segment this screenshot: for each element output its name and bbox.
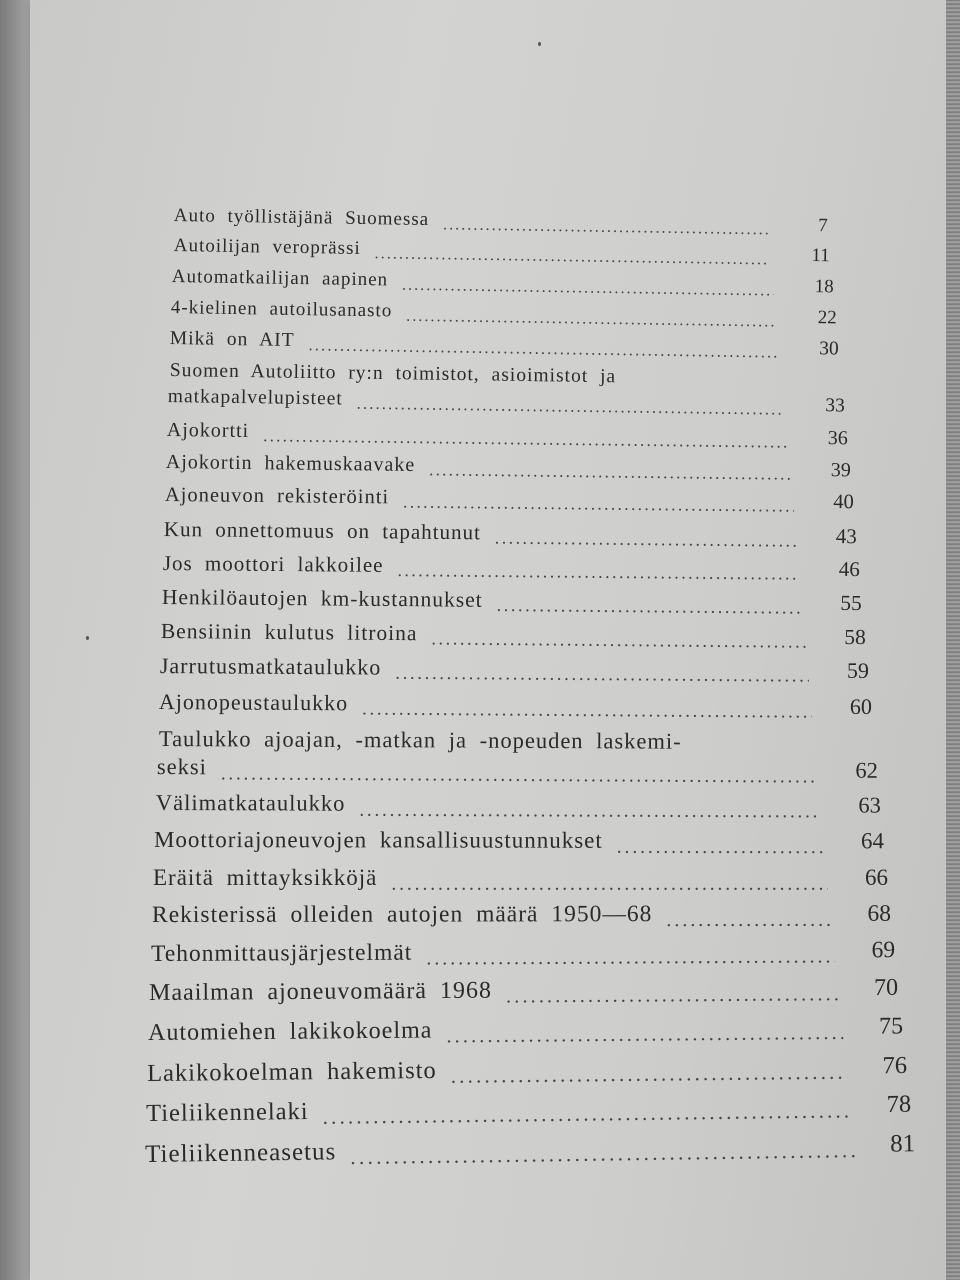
toc-entry-first-line xyxy=(170,360,617,388)
toc-entry xyxy=(153,865,888,891)
toc-entry xyxy=(159,689,872,720)
toc-entry-page-number: 39 xyxy=(830,459,851,482)
toc-entry-title: Bensiinin kulutus litroina xyxy=(160,619,418,646)
dot-leader xyxy=(359,795,821,819)
toc-entry xyxy=(172,266,834,298)
toc-entry xyxy=(146,1091,911,1128)
toc-entry xyxy=(156,790,881,819)
dot-leader xyxy=(495,525,797,549)
toc-entry-page-number: 66 xyxy=(865,865,888,890)
toc-entry-title: Auto työllistäjänä Suomessa xyxy=(173,205,430,231)
toc-entry xyxy=(148,1013,903,1047)
toc-entry-page-number: 18 xyxy=(814,276,834,298)
toc-entry xyxy=(170,328,839,361)
toc-entry-title: Lakikokoelman hakemisto xyxy=(147,1056,437,1087)
toc-entry-page-number: 43 xyxy=(835,524,857,549)
dot-leader xyxy=(666,906,831,930)
toc-entry-page-number: 68 xyxy=(867,900,892,927)
toc-entry xyxy=(164,517,857,549)
toc-entry-page-number: 70 xyxy=(873,974,899,1001)
toc-entry-first-line xyxy=(159,726,682,755)
toc-entry xyxy=(163,551,860,582)
toc-entry-page-number: 75 xyxy=(878,1013,904,1040)
toc-entry-title-line1: Suomen Autoliitto ry:n toimistot, asioimistot ja xyxy=(169,360,617,388)
toc-entry xyxy=(152,901,891,929)
dot-leader xyxy=(263,424,788,450)
toc-entry-page-number: 62 xyxy=(855,757,878,783)
dot-leader xyxy=(322,1096,851,1127)
toc-entry-page-number: 36 xyxy=(827,427,848,450)
dot-leader xyxy=(429,458,791,482)
dot-leader xyxy=(443,213,768,237)
toc-entry xyxy=(174,205,828,237)
toc-entry-page-number: 59 xyxy=(846,657,869,683)
toc-entry-title: Automatkailijan aapinen xyxy=(171,266,389,291)
dot-leader xyxy=(617,832,824,855)
dot-leader xyxy=(375,242,770,267)
dot-leader xyxy=(497,592,802,616)
toc-entry-title: Ajoneuvon rekisteröinti xyxy=(164,484,390,509)
dot-leader xyxy=(397,557,800,582)
toc-entry xyxy=(149,975,898,1007)
toc-entry-page-number: 69 xyxy=(871,937,896,964)
dot-leader xyxy=(308,334,778,361)
toc-entry xyxy=(147,1052,907,1088)
toc-entry xyxy=(160,653,869,684)
toc-entry-page-number: 63 xyxy=(858,792,881,818)
dot-leader xyxy=(431,626,806,651)
toc-entry xyxy=(161,619,866,650)
toc-entry-title: Ajokortti xyxy=(166,419,250,443)
toc-entry xyxy=(151,937,895,968)
toc-entry-title-line1: Taulukko ajoajan, -matkan ja -nopeuden laskemi- xyxy=(158,726,682,754)
toc-entry-title: Ajonopeustaulukko xyxy=(158,689,349,716)
toc-entry-title: matkapalvelupisteet xyxy=(167,386,343,410)
dot-leader xyxy=(221,759,818,785)
toc-entry-page-number: 40 xyxy=(833,491,854,514)
dot-leader xyxy=(451,1058,848,1087)
toc-entry-title: Rekisterissä olleiden autojen määrä 1950—68 xyxy=(152,901,653,928)
toc-entry-page-number: 64 xyxy=(860,828,884,854)
toc-entry xyxy=(165,484,854,514)
dot-leader xyxy=(403,491,794,516)
toc-entry-title: Ajokortin hakemuskaavake xyxy=(165,451,416,477)
dot-leader xyxy=(391,870,828,893)
toc-entry xyxy=(157,754,878,784)
dot-leader xyxy=(506,980,838,1006)
toc-entry xyxy=(166,451,851,482)
toc-entry xyxy=(145,1130,915,1169)
toc-entry xyxy=(162,585,862,616)
toc-entry-title: Mikä on AIT xyxy=(169,328,295,351)
toc-entry-page-number: 30 xyxy=(819,338,839,360)
toc-entry-title: Jarrutusmatkataulukko xyxy=(159,653,382,680)
toc-entry xyxy=(154,827,884,854)
toc-entry-page-number: 46 xyxy=(838,556,860,582)
toc-entry-page-number: 58 xyxy=(844,624,866,650)
toc-entry xyxy=(168,386,845,417)
toc-entry-title: Automiehen lakikokoelma xyxy=(148,1017,433,1046)
toc-entry-title: Eräitä mittayksikköjä xyxy=(153,865,378,890)
toc-entry-page-number: 55 xyxy=(840,590,862,616)
dot-leader xyxy=(406,304,777,329)
toc-entry xyxy=(171,297,837,329)
toc-entry xyxy=(167,419,848,450)
toc-entry-title: Maailman ajoneuvomäärä 1968 xyxy=(149,977,493,1006)
toc-entry-title: Jos moottori lakkoilee xyxy=(162,551,384,577)
toc-entry-page-number: 81 xyxy=(889,1130,916,1158)
toc-entry-page-number: 78 xyxy=(886,1090,912,1118)
toc-entry-title: Tehonmittausjärjestelmät xyxy=(151,939,413,967)
toc-entry-page-number: 76 xyxy=(882,1052,908,1080)
dot-leader xyxy=(357,393,785,418)
toc-entry-page-number: 33 xyxy=(825,395,845,417)
toc-entry-title: Tieliikenneasetus xyxy=(145,1138,337,1168)
toc-entry-title: Autoilijan veroprässi xyxy=(173,235,361,259)
toc-entry-title: Välimatkataulukko xyxy=(155,790,346,816)
toc-entry-title: Kun onnettomuus on tapahtunut xyxy=(163,517,482,545)
toc-entry-page-number: 7 xyxy=(818,215,828,237)
dot-leader xyxy=(426,942,835,968)
toc-entry-title: Henkilöautojen km-kustannukset xyxy=(161,585,483,612)
toc-entry-title: seksi xyxy=(156,754,207,780)
toc-entry-page-number: 60 xyxy=(849,693,872,719)
toc-entry-title: Tieliikennelaki xyxy=(146,1098,309,1127)
dot-leader xyxy=(395,659,809,684)
dot-leader xyxy=(402,273,774,298)
dot-leader xyxy=(362,695,812,720)
toc-entry-page-number: 11 xyxy=(811,245,830,267)
toc-entry-page-number: 22 xyxy=(817,307,837,329)
dot-leader xyxy=(446,1019,843,1046)
toc-entry-title: 4-kielinen autoilusanasto xyxy=(170,297,393,322)
dot-leader xyxy=(350,1136,855,1168)
toc-entry xyxy=(174,235,830,267)
toc-entry-title: Moottoriajoneuvojen kansallisuustunnukset xyxy=(153,827,603,853)
